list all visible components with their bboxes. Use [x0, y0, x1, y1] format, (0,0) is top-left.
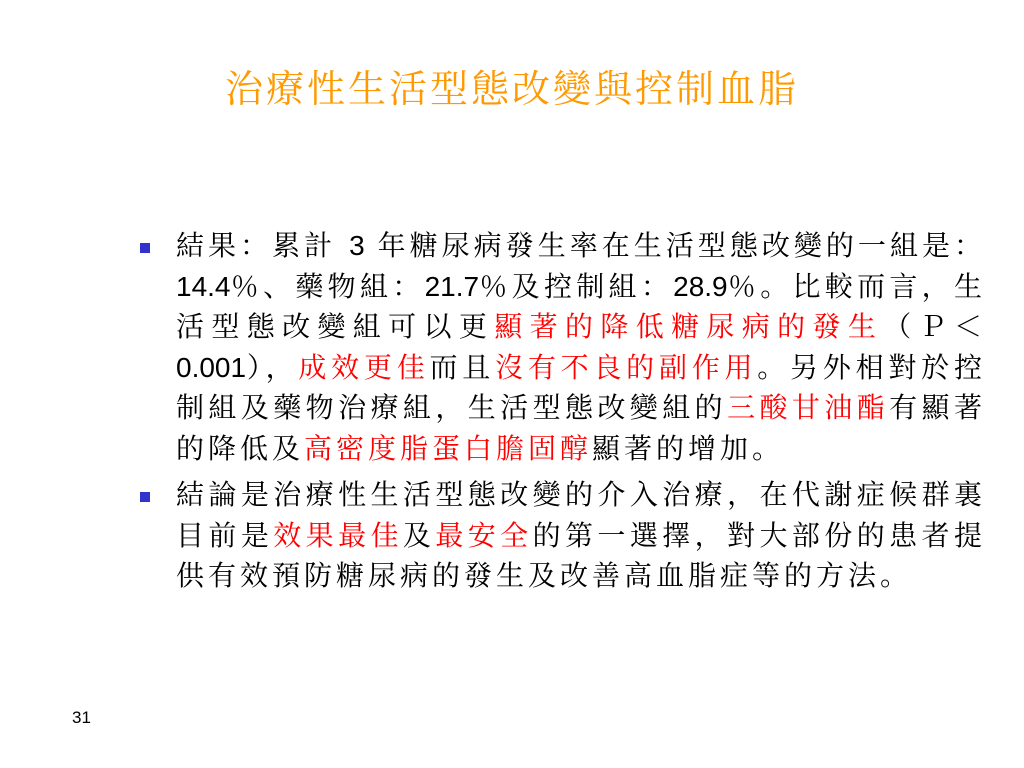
- text-segment: 而且: [429, 350, 496, 384]
- text-segment: （Ｐ＜: [883, 310, 986, 343]
- text-segment: ），: [246, 350, 299, 384]
- highlight-segment: 最安全: [435, 518, 533, 552]
- highlight-segment: 效果最佳: [273, 518, 403, 552]
- text-segment: 顯著的增加。: [592, 431, 785, 465]
- highlight-segment: 高密度脂蛋白膽固醇: [304, 431, 593, 465]
- text-segment: 結果：累計: [176, 229, 350, 262]
- highlight-segment: 沒有不良的副作用: [495, 350, 758, 384]
- text-segment: 年糖尿病發生率在生活型態改變的一組是：: [364, 229, 987, 262]
- text-segment: ％、藥物組：: [230, 269, 425, 303]
- bullet-text-results: [176, 226, 986, 469]
- bullet-item-conclusion: [136, 475, 986, 597]
- highlight-segment: 成效更佳: [298, 350, 430, 384]
- bullet-text-conclusion: [176, 475, 986, 597]
- text-segment-number: 21.7: [424, 270, 480, 302]
- text-segment: 的第一選擇，對大部份的患者提供有效預防糖尿病的發生及改善高血脂症等的方法。: [176, 518, 986, 592]
- square-bullet-icon: [140, 492, 150, 502]
- text-segment: 及: [402, 518, 436, 552]
- text-segment-number: 14.4: [176, 270, 231, 302]
- text-segment-number: 3: [349, 230, 365, 261]
- text-segment-number: 28.9: [673, 270, 728, 302]
- text-segment-number: 0.001: [176, 351, 247, 383]
- square-bullet-icon: [140, 243, 150, 253]
- text-segment: 結論是治療性生活型態改變的介入治療，在代謝症候群裏目前是: [176, 478, 986, 552]
- page-number: 31: [72, 708, 91, 727]
- highlight-segment: 三酸甘油酯: [727, 391, 890, 424]
- text-segment: 有顯著的降低及: [176, 391, 986, 465]
- bullet-list: [136, 226, 986, 603]
- text-segment: ％及控制組：: [479, 269, 674, 303]
- highlight-segment: 顯著的降低糖尿病的發生: [494, 310, 884, 343]
- text-segment: 。另外相對於控制組及藥物治療組，生活型態改變組的: [176, 350, 986, 424]
- text-segment: ％。比較而言，生活型態改變組可以更: [176, 269, 986, 343]
- slide-title: 治療性生活型態改變與控制血脂: [224, 67, 799, 111]
- bullet-item-results: [136, 226, 986, 469]
